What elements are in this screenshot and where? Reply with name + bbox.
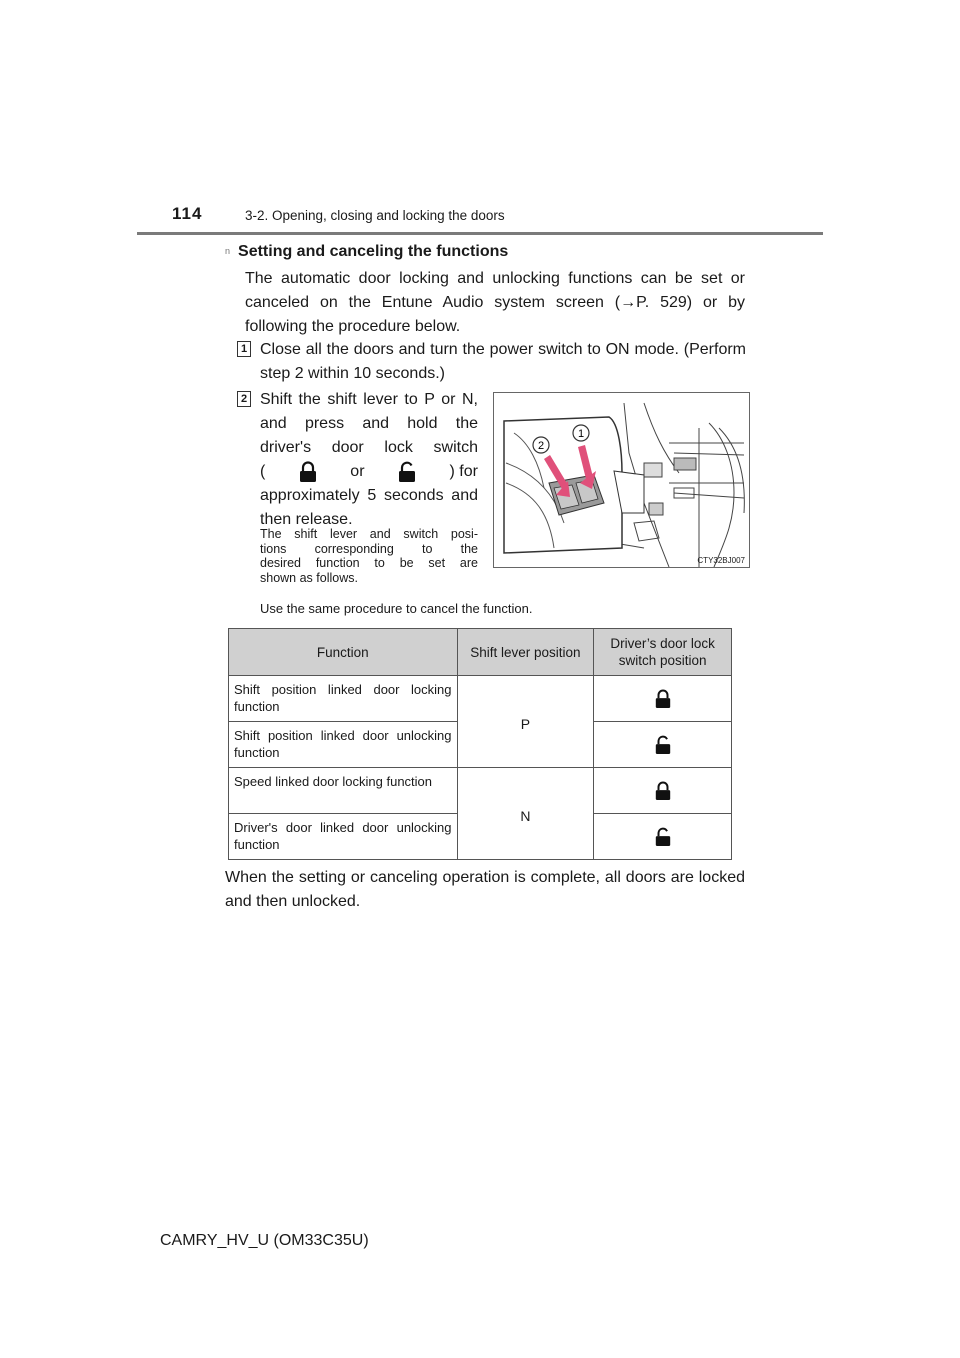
step-2-line: driver's door lock switch — [260, 439, 478, 456]
lock-icon — [654, 781, 672, 801]
switch-position-cell — [594, 814, 732, 860]
function-name: Speed linked door locking function — [229, 768, 458, 814]
step-2-note — [260, 527, 478, 585]
header-switch-position: Driver’s door lock switch position — [594, 629, 732, 676]
note-line: The shift lever and switch posi- — [260, 527, 478, 541]
note-line: shown as follows. — [260, 570, 358, 585]
function-table — [228, 628, 732, 860]
step-1-number-box: 1 — [237, 341, 251, 357]
page-number: 114 — [172, 204, 203, 223]
shift-position: N — [457, 768, 594, 860]
unlock-icon — [397, 461, 417, 483]
header-divider — [137, 232, 823, 235]
figure-code: CTY32BJ007 — [697, 556, 745, 565]
function-name: Driver's door linked door unlocking function — [229, 814, 458, 860]
heading-title: Setting and canceling the functions — [238, 243, 509, 260]
intro-paragraph: The automatic door locking and unlocking functions can be set or canceled on the Entune Audio system screen (→P. 529) or by following the procedure below. — [245, 270, 745, 335]
section-heading — [225, 243, 508, 261]
table-row — [229, 676, 732, 722]
shift-position: P — [457, 676, 594, 768]
switch-position-cell — [594, 676, 732, 722]
step-2-text — [260, 388, 478, 532]
switch-position-cell — [594, 768, 732, 814]
or-word: or — [350, 463, 365, 480]
header-function: Function — [229, 629, 458, 676]
step-2-line: Shift the shift lever to P or N, — [260, 391, 478, 408]
step-2-line: then release. — [260, 511, 353, 528]
unlock-icon — [654, 827, 672, 847]
function-name: Shift position linked door locking function — [229, 676, 458, 722]
step-2-line: and press and hold the — [260, 415, 478, 432]
door-lock-switch-illustration — [493, 392, 750, 568]
callout-2: 2 — [537, 440, 545, 452]
closing-paragraph: When the setting or canceling operation is complete, all doors are locked and then unlocked. — [225, 869, 745, 910]
cancel-note: Use the same procedure to cancel the function. — [260, 601, 533, 616]
unlock-icon — [654, 735, 672, 755]
lock-icon — [654, 689, 672, 709]
close-paren-for: ) for — [449, 463, 478, 480]
step-2-lock-line — [260, 460, 478, 484]
footer-model-code: CAMRY_HV_U (OM33C35U) — [160, 1232, 369, 1249]
callout-1: 1 — [577, 428, 585, 440]
heading-bullet: n — [225, 246, 231, 256]
note-line: desired function to be set are — [260, 556, 478, 570]
header-shift-lever-position: Shift lever position — [457, 629, 594, 676]
switch-position-cell — [594, 722, 732, 768]
step-2-number-box: 2 — [237, 391, 251, 407]
step-1-text: Close all the doors and turn the power switch to ON mode. (Perform step 2 within 10 seconds.) — [260, 341, 746, 382]
lock-icon — [298, 461, 318, 483]
table-row — [229, 768, 732, 814]
note-line: tions corresponding to the — [260, 541, 478, 556]
function-name: Shift position linked door unlocking function — [229, 722, 458, 768]
illustration-drawing — [494, 393, 749, 567]
section-title: 3-2. Opening, closing and locking the doors — [245, 208, 505, 223]
table-header-row — [229, 629, 732, 676]
step-2-line: approximately 5 seconds and — [260, 487, 478, 504]
open-paren: ( — [260, 463, 266, 480]
